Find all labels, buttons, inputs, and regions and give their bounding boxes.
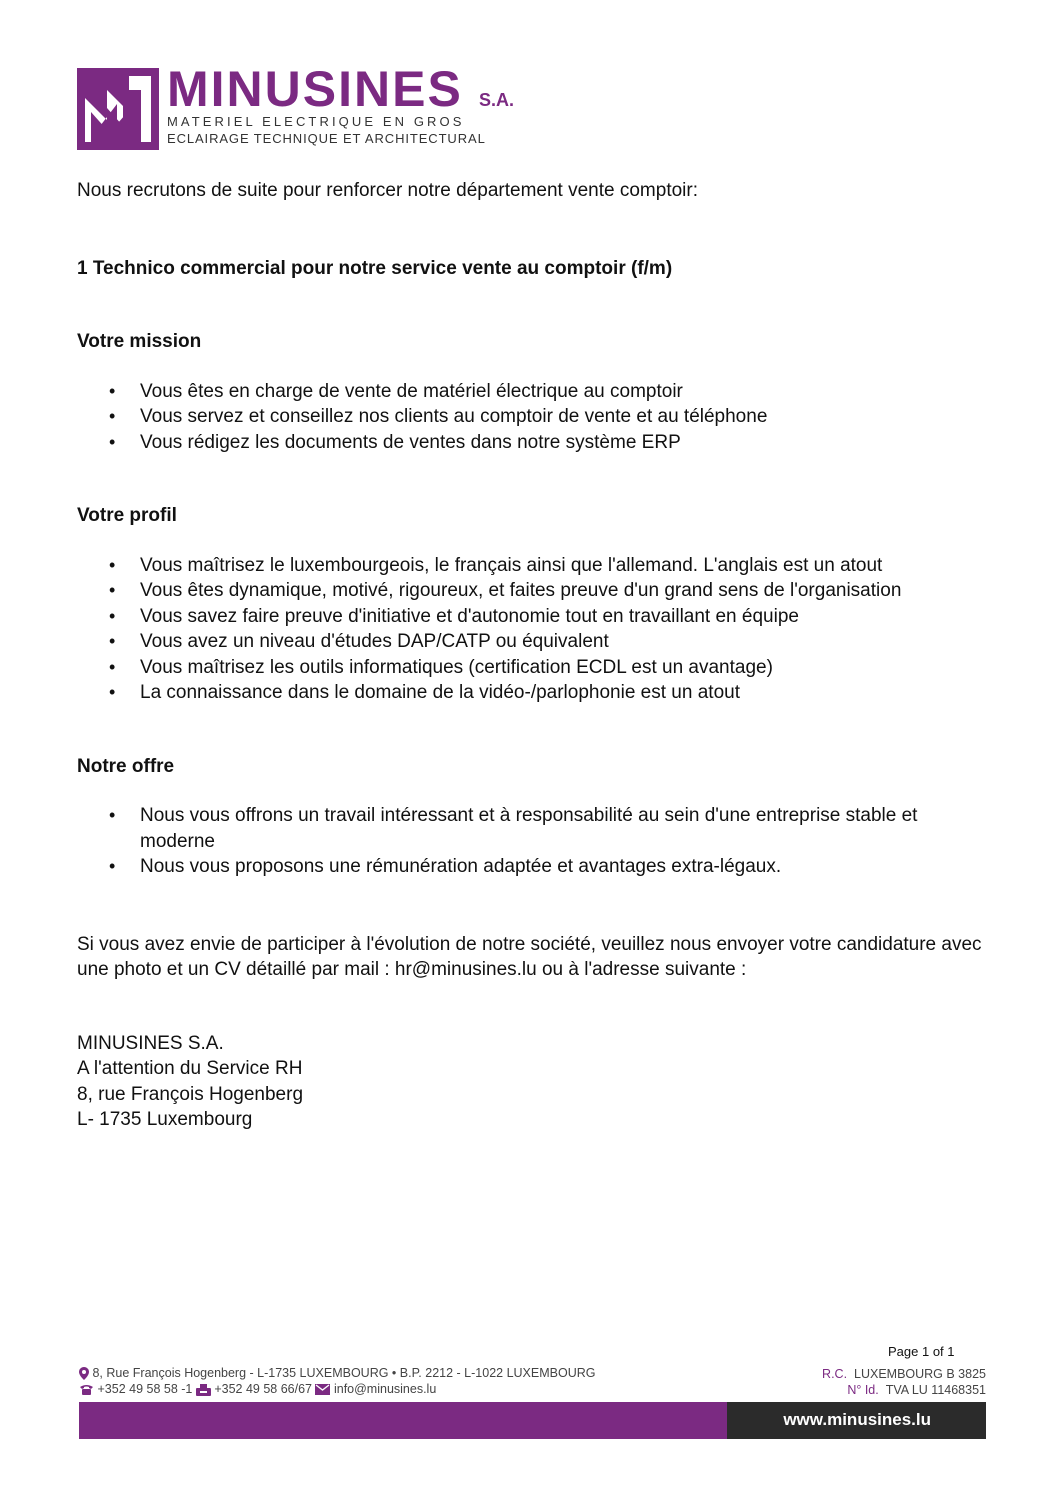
postal-address — [77, 1031, 997, 1133]
list-item: • Vous maîtrisez les outils informatiques (certification ECDL est un avantage) — [77, 655, 997, 681]
rc-label: R.C. — [822, 1367, 848, 1381]
page-number: Page 1 of 1 — [888, 1344, 955, 1359]
logo-mark-icon — [77, 68, 159, 150]
footer-contact — [79, 1365, 595, 1397]
company-logo — [77, 61, 527, 150]
footer-email[interactable]: info@minusines.lu — [333, 1382, 437, 1396]
brand-name: MINUSINES — [167, 61, 463, 117]
footer-registration — [822, 1366, 986, 1398]
fax-icon — [196, 1384, 211, 1396]
tva-label: N° Id. — [847, 1383, 879, 1397]
location-pin-icon — [79, 1367, 89, 1380]
list-item: • La connaissance dans le domaine de la vidéo-/parlophonie est un atout — [77, 680, 997, 706]
phone-icon — [79, 1384, 94, 1395]
offer-heading: Notre offre — [77, 755, 175, 777]
footer-bar — [79, 1402, 986, 1439]
list-item: • Nous vous proposons une rémunération adaptée et avantages extra-légaux. — [77, 854, 997, 880]
brand-tagline-2: ECLAIRAGE TECHNIQUE ET ARCHITECTURAL — [167, 131, 486, 146]
job-posting — [77, 178, 997, 1133]
mission-heading: Votre mission — [77, 331, 202, 352]
list-item: • Vous avez un niveau d'études DAP/CATP ou équivalent — [77, 629, 997, 655]
address-city: L- 1735 Luxembourg — [77, 1109, 253, 1130]
profile-heading: Votre profil — [77, 505, 177, 526]
list-item: • Vous êtes en charge de vente de matériel électrique au comptoir — [77, 379, 997, 405]
intro-text: Nous recrutons de suite pour renforcer notre département vente comptoir: — [77, 180, 698, 201]
brand-suffix: S.A. — [479, 90, 515, 110]
email-icon — [315, 1384, 330, 1395]
footer-fax: +352 49 58 66/67 — [214, 1382, 312, 1396]
list-item: • Vous servez et conseillez nos clients au comptoir de vente et au téléphone — [77, 404, 997, 430]
list-item: • Vous êtes dynamique, motivé, rigoureux, et faites preuve d'un grand sens de l'organisation — [77, 578, 997, 604]
brand-tagline-1: MATERIEL ELECTRIQUE EN GROS — [167, 114, 465, 129]
address-company: MINUSINES S.A. — [77, 1032, 224, 1054]
list-item: • Vous maîtrisez le luxembourgeois, le français ainsi que l'allemand. L'anglais est un atout — [77, 553, 997, 579]
list-item: • Vous savez faire preuve d'initiative et d'autonomie tout en travaillant en équipe — [77, 604, 997, 630]
job-title: 1 Technico commercial pour notre service vente au comptoir (f/m) — [77, 257, 673, 279]
mission-list — [77, 379, 997, 456]
tva-value: TVA LU 11468351 — [885, 1383, 986, 1397]
footer-bar-purple — [79, 1402, 727, 1439]
footer-address: 8, Rue François Hogenberg - L-1735 LUXEMBOURG • B.P. 2212 - L-1022 LUXEMBOURG — [92, 1366, 596, 1380]
address-street: 8, rue François Hogenberg — [77, 1083, 304, 1105]
rc-value: LUXEMBOURG B 3825 — [854, 1367, 986, 1381]
list-item: • Vous rédigez les documents de ventes dans notre système ERP — [77, 430, 997, 456]
profile-list — [77, 553, 997, 706]
offer-list — [77, 803, 997, 880]
footer-phone: +352 49 58 58 -1 — [97, 1382, 193, 1396]
address-attention: A l'attention du Service RH — [77, 1058, 303, 1079]
application-instructions: Si vous avez envie de participer à l'évolution de notre société, veuillez nous envoyer votre candidature avec une photo et un CV détaillé par mail : hr@minusines.lu ou à l'adresse suivante : — [77, 933, 982, 980]
list-item: • Nous vous offrons un travail intéressant et à responsabilité au sein d'une entreprise stable et moderne — [77, 803, 997, 854]
website-link[interactable]: www.minusines.lu — [783, 1410, 931, 1429]
